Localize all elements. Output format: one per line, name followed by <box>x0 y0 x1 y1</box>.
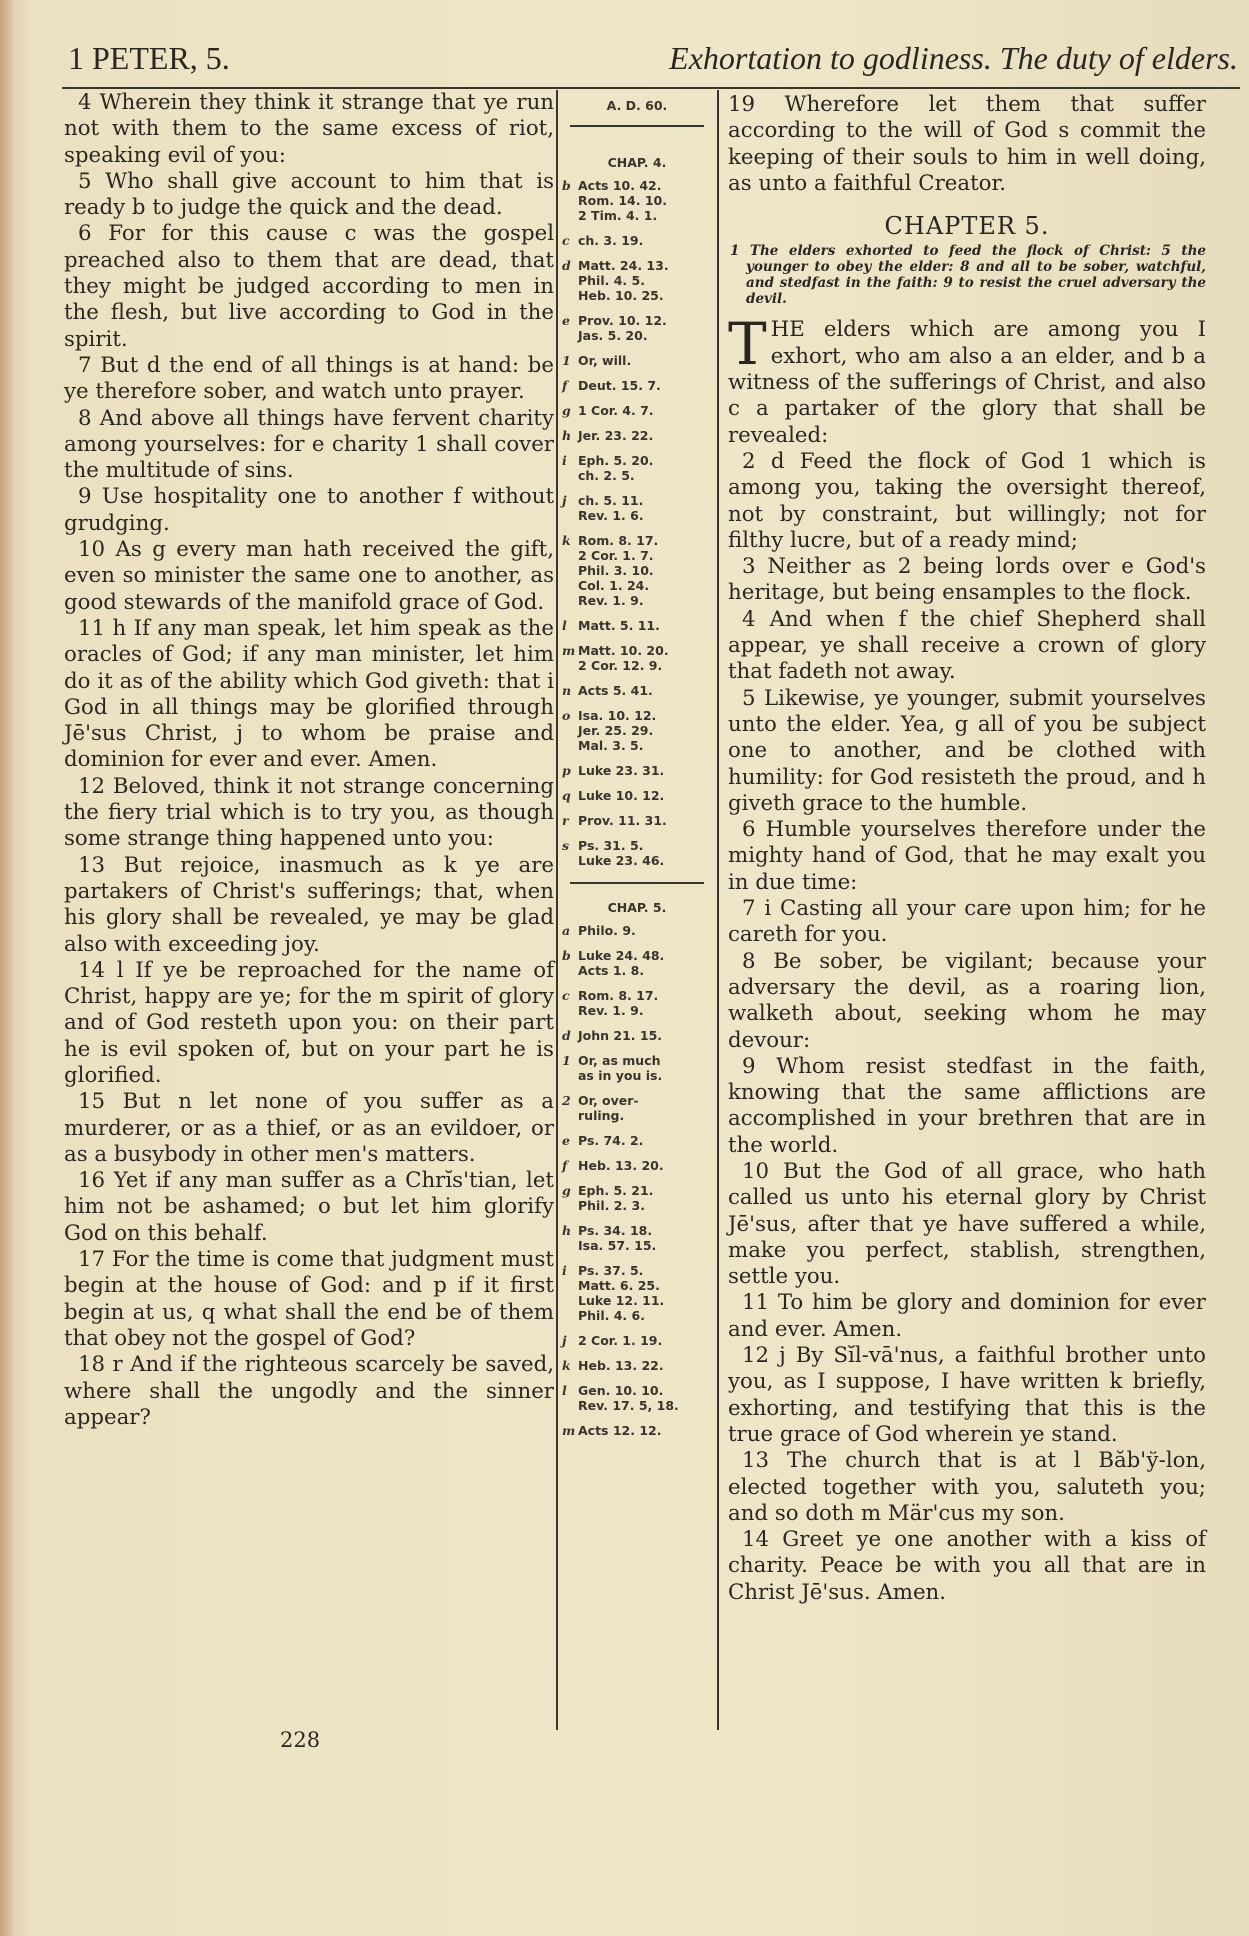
ref-key: c <box>562 233 570 248</box>
ref-key: b <box>562 948 571 963</box>
cross-reference <box>562 763 712 778</box>
verse-19: 19 Wherefore let them that suffer according to the will of God s commit the keeping of their souls to him in well doing, as unto a faithful Creator. <box>728 92 1206 196</box>
cross-reference <box>562 403 712 418</box>
ref-key: f <box>562 1158 568 1173</box>
ref-text: Jer. 23. 22. <box>578 428 654 443</box>
verse: 14 l If ye be reproached for the name of Christ, happy are ye; for the m spirit of glory and of God resteth upon you: on their part he is evil spoken of, but on your part he is glorified. <box>64 957 554 1088</box>
ref-key: k <box>562 1358 571 1373</box>
ref-text: Matt. 10. 20. 2 Cor. 12. 9. <box>578 643 669 673</box>
cross-reference <box>562 258 712 303</box>
cross-reference <box>562 643 712 673</box>
ref-text: Eph. 5. 20. ch. 2. 5. <box>578 453 654 483</box>
verse: 7 But d the end of all things is at hand: be ye therefore sober, and watch unto prayer. <box>64 352 554 405</box>
ref-text: Eph. 5. 21. Phil. 2. 3. <box>578 1183 654 1213</box>
ref-key: r <box>562 813 569 828</box>
ref-text: Or, will. <box>578 353 632 368</box>
cross-reference <box>562 1093 712 1123</box>
verse: 2 d Feed the flock of God 1 which is among you, taking the oversight thereof, not by constraint, but willingly; not for filthy lucre, but of a ready mind; <box>728 448 1206 553</box>
chapter-5-refs-heading: CHAP. 5. <box>607 900 667 915</box>
cross-reference <box>562 1133 712 1148</box>
verse: 17 For the time is come that judgment must begin at the house of God: and p if it first begin at us, q what shall the end be of them that obey not the gospel of God? <box>64 1247 554 1351</box>
verse-text: HE elders which are among you I exhort, who am also a an elder, and b a witness of the sufferings of Christ, and also c a partaker of the glory that shall be revealed: <box>728 317 1206 448</box>
verse: 8 And above all things have fervent charity among yourselves: for e charity 1 shall cover the multitude of sins. <box>64 405 554 484</box>
verse: 3 Neither as 2 being lords over e God's heritage, but being ensamples to the flock. <box>728 554 1206 606</box>
verse: 12 Beloved, think it not strange concerning the fiery trial which is to try you, as though some strange thing happened unto you: <box>64 773 554 852</box>
book-chapter-title: 1 PETER, 5. <box>68 40 230 76</box>
ref-text: Gen. 10. 10. Rev. 17. 5, 18. <box>578 1383 679 1413</box>
ref-text: Rom. 8. 17. 2 Cor. 1. 7. Phil. 3. 10. Col. 1. 24. Rev. 1. 9. <box>578 533 659 608</box>
ref-text: Ps. 74. 2. <box>578 1133 644 1148</box>
verse: 12 j By Sĭl-vā'nus, a faithful brother unto you, as I suppose, I have written k briefly, exhorting, and testifying that this is the true grace of God wherein ye stand. <box>728 1343 1206 1447</box>
ref-text: ch. 5. 11. Rev. 1. 6. <box>578 493 644 523</box>
ref-text: John 21. 15. <box>578 1028 663 1043</box>
cross-reference <box>562 428 712 443</box>
ref-text: Prov. 10. 12. Jas. 5. 20. <box>578 313 667 343</box>
ref-text: Heb. 13. 20. <box>578 1158 664 1173</box>
verse: 11 h If any man speak, let him speak as the oracles of God; if any man minister, let him do it as of the ability which God giveth: that i God in all things may be glorified through Jē'sus Christ, j to whom be praise and dominion for ever and ever. Amen. <box>64 615 554 773</box>
ref-key: l <box>562 618 567 633</box>
ref-text: Or, as much as in you is. <box>578 1053 663 1083</box>
ref-key: g <box>562 1183 571 1198</box>
ref-text: Matt. 24. 13. Phil. 4. 5. Heb. 10. 25. <box>578 258 669 303</box>
chapter-summary: 1 The elders exhorted to feed the flock of Christ: 5 the younger to obey the elder: 8 and all to be sober, watchful, and stedfast in the faith: 9 to resist the cruel adversary the devil. <box>730 243 1206 308</box>
ref-text: Luke 10. 12. <box>578 788 665 803</box>
page-edge <box>0 0 14 1936</box>
ref-key: c <box>562 988 570 1003</box>
verse: 7 i Casting all your care upon him; for he careth for you. <box>728 896 1206 948</box>
ref-text: Heb. 13. 22. <box>578 1358 664 1373</box>
cross-reference <box>562 708 712 753</box>
cross-reference <box>562 1028 712 1043</box>
ref-key: m <box>562 1423 576 1438</box>
cross-reference <box>562 453 712 483</box>
column-divider <box>556 90 558 1730</box>
cross-reference <box>562 788 712 803</box>
verse: 8 Be sober, be vigilant; because your adversary the devil, as a roaring lion, walketh about, seeking whom he may devour: <box>728 948 1206 1053</box>
chapter-4-refs-heading: CHAP. 4. <box>607 155 667 170</box>
verse: 15 But n let none of you suffer as a murderer, or as a thief, or as an evildoer, or as a busybody in other men's matters. <box>64 1089 554 1167</box>
ref-key: q <box>562 788 571 803</box>
ref-key: d <box>562 258 571 273</box>
cross-reference <box>562 988 712 1018</box>
ref-text: Rom. 8. 17. Rev. 1. 9. <box>578 988 659 1018</box>
cross-reference <box>562 838 712 868</box>
ref-key: d <box>562 1028 571 1043</box>
ref-key: h <box>562 1223 572 1238</box>
ref-key: h <box>562 428 572 443</box>
ref-text: ch. 3. 19. <box>578 233 644 248</box>
cross-reference <box>562 1263 712 1323</box>
cross-reference-column <box>562 90 712 1448</box>
cross-reference <box>562 533 712 608</box>
cross-reference <box>562 353 712 368</box>
margin-rule <box>570 125 704 127</box>
ref-key: a <box>562 923 571 938</box>
ref-text: Or, over- ruling. <box>578 1093 639 1123</box>
ref-text: Ps. 34. 18. Isa. 57. 15. <box>578 1223 657 1253</box>
ref-key: o <box>562 708 571 723</box>
ref-text: Acts 12. 12. <box>578 1423 662 1438</box>
right-text-column <box>728 92 1206 1606</box>
ref-key: n <box>562 683 572 698</box>
ref-text: Ps. 31. 5. Luke 23. 46. <box>578 838 665 868</box>
cross-reference <box>562 1423 712 1438</box>
ref-key: i <box>562 453 567 468</box>
chapter-heading: CHAPTER 5. <box>884 212 1050 241</box>
ref-key: j <box>562 493 567 508</box>
ref-key: 2 <box>562 1093 571 1108</box>
left-text-column <box>64 90 554 1431</box>
header-rule <box>62 87 1240 89</box>
cross-reference <box>562 1053 712 1083</box>
verse: 9 Use hospitality one to another f without grudging. <box>64 484 554 536</box>
verse: 6 For for this cause c was the gospel preached also to them that are dead, that they might be judged according to men in the flesh, but live according to God in the spirit. <box>64 221 554 352</box>
ref-text: Matt. 5. 11. <box>578 618 660 633</box>
ref-key: k <box>562 533 571 548</box>
cross-reference <box>562 313 712 343</box>
cross-reference <box>562 813 712 828</box>
cross-reference <box>562 1333 712 1348</box>
ref-key: e <box>562 1133 570 1148</box>
cross-reference <box>562 178 712 223</box>
verse: 9 Whom resist stedfast in the faith, knowing that the same afflictions are accomplished in your brethren that are in the world. <box>728 1053 1206 1158</box>
verse: 11 To him be glory and dominion for ever and ever. Amen. <box>728 1290 1206 1342</box>
verse: 5 Who shall give account to him that is ready b to judge the quick and the dead. <box>64 168 554 221</box>
ref-text: Luke 24. 48. Acts 1. 8. <box>578 948 665 978</box>
cross-reference <box>562 618 712 633</box>
cross-reference <box>562 1158 712 1173</box>
cross-reference <box>562 378 712 393</box>
ref-key: m <box>562 643 576 658</box>
date-label: A. D. 60. <box>606 98 668 113</box>
cross-reference <box>562 1223 712 1253</box>
verse: 5 Likewise, ye younger, submit yourselves unto the elder. Yea, g all of you be subject one to another, and be clothed with humility: for God resisteth the proud, and h giveth grace to the humble. <box>728 685 1206 816</box>
ref-key: s <box>562 838 570 853</box>
drop-cap: T <box>728 310 767 379</box>
ref-key: p <box>562 763 571 778</box>
ref-key: l <box>562 1383 567 1398</box>
cross-reference <box>562 923 712 938</box>
ref-key: f <box>562 378 568 393</box>
running-header <box>68 36 1238 80</box>
verse: 13 The church that is at l Băb'ў-lon, elected together with you, saluteth you; and so doth m Mär'cus my son. <box>728 1448 1206 1526</box>
margin-rule <box>570 882 704 884</box>
verse: 10 As g every man hath received the gift, even so minister the same one to another, as good stewards of the manifold grace of God. <box>64 537 554 615</box>
page-number: 228 <box>280 1728 321 1752</box>
ref-text: Luke 23. 31. <box>578 763 665 778</box>
ref-text: 2 Cor. 1. 19. <box>578 1333 663 1348</box>
ref-key: e <box>562 313 570 328</box>
ref-text: 1 Cor. 4. 7. <box>578 403 654 418</box>
ref-text: Acts 5. 41. <box>578 683 653 698</box>
ref-text: Acts 10. 42. Rom. 14. 10. 2 Tim. 4. 1. <box>578 178 667 223</box>
verse: 4 Wherein they think it strange that ye run not with them to the same excess of riot, speaking evil of you: <box>64 90 554 168</box>
column-divider <box>717 90 719 1730</box>
ref-key: g <box>562 403 571 418</box>
ref-key: i <box>562 1263 567 1278</box>
ref-key: 1 <box>562 353 571 368</box>
section-title: Exhortation to godliness. The duty of elders. <box>669 40 1238 76</box>
cross-reference <box>562 233 712 248</box>
verse <box>728 310 1206 448</box>
verse: 18 r And if the righteous scarcely be saved, where shall the ungodly and the sinner appear? <box>64 1352 554 1430</box>
verse: 13 But rejoice, inasmuch as k ye are partakers of Christ's sufferings; that, when his glory shall be revealed, ye may be glad also with exceeding joy. <box>64 852 554 957</box>
cross-reference <box>562 1358 712 1373</box>
verse: 4 And when f the chief Shepherd shall appear, ye shall receive a crown of glory that fadeth not away. <box>728 606 1206 685</box>
verse: 16 Yet if any man suffer as a Chrĭs'tian, let him not be ashamed; o but let him glorify God on this behalf. <box>64 1168 554 1246</box>
cross-reference <box>562 948 712 978</box>
ref-key: b <box>562 178 571 193</box>
verse: 6 Humble yourselves therefore under the mighty hand of God, that he may exalt you in due time: <box>728 817 1206 895</box>
cross-reference <box>562 1383 712 1413</box>
cross-reference <box>562 683 712 698</box>
cross-reference <box>562 493 712 523</box>
verse: 10 But the God of all grace, who hath called us unto his eternal glory by Christ Jē'sus, after that ye have suffered a while, make you perfect, stablish, strengthen, settle you. <box>728 1158 1206 1290</box>
verse: 14 Greet ye one another with a kiss of charity. Peace be with you all that are in Christ Jē'sus. Amen. <box>728 1527 1206 1605</box>
ref-text: Philo. 9. <box>578 923 636 938</box>
ref-text: Isa. 10. 12. Jer. 25. 29. Mal. 3. 5. <box>578 708 657 753</box>
chapter-5-refs <box>562 923 712 1438</box>
ref-text: Prov. 11. 31. <box>578 813 667 828</box>
ref-text: Ps. 37. 5. Matt. 6. 25. Luke 12. 11. Phil. 4. 6. <box>578 1263 665 1323</box>
chapter-4-refs <box>562 178 712 868</box>
cross-reference <box>562 1183 712 1213</box>
ref-key: j <box>562 1333 567 1348</box>
ref-key: 1 <box>562 1053 571 1068</box>
ref-text: Deut. 15. 7. <box>578 378 661 393</box>
